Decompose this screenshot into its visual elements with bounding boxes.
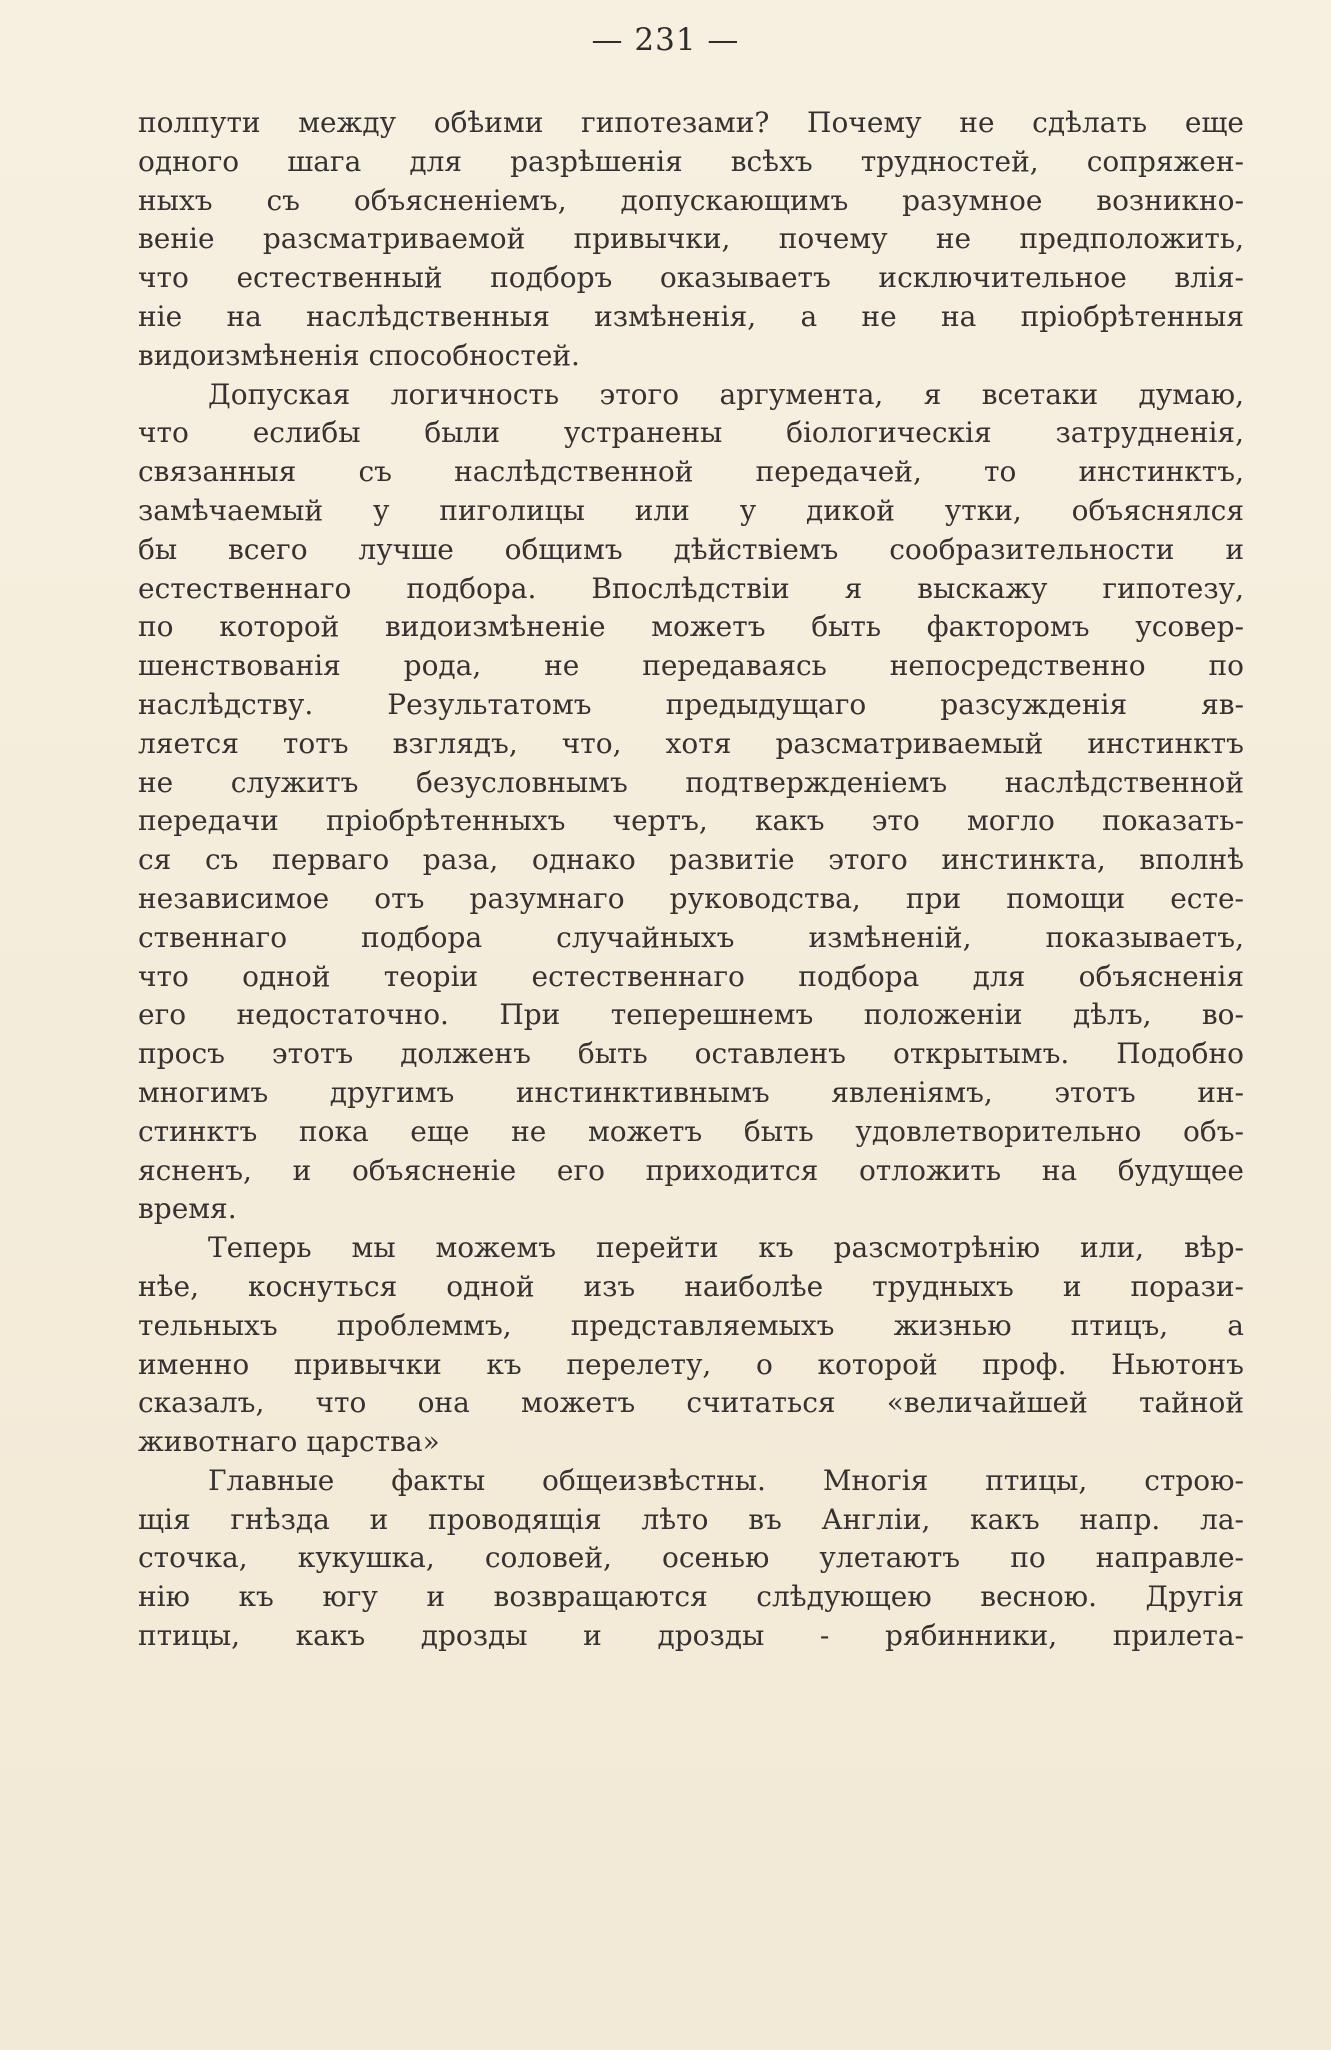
text-line: ныхъ съ объясненіемъ, допускающимъ разумное возникно- — [138, 183, 1244, 217]
text-line: полпути между обѣими гипотезами? Почему не сдѣлать еще — [138, 106, 1244, 139]
text-line: тельныхъ проблеммъ, представляемыхъ жизнью птицъ, а — [138, 1308, 1244, 1342]
text-line: просъ этотъ долженъ быть оставленъ открытымъ. Подобно — [138, 1037, 1244, 1071]
text-line: Теперь мы можемъ перейти къ разсмотрѣнію или, вѣр- — [208, 1231, 1244, 1265]
body-text — [138, 104, 1244, 1656]
text-line: ясненъ, и объясненіе его приходится отложить на будущее — [138, 1153, 1244, 1187]
text-line: сказалъ, что она можетъ считаться «величайшей тайной — [138, 1386, 1244, 1420]
page-number: — 231 — — [591, 22, 740, 58]
text-line: ственнаго подбора случайныхъ измѣненій, показываетъ, — [138, 920, 1244, 954]
text-line: ся съ перваго раза, однако развитіе этого инстинкта, вполнѣ — [138, 843, 1244, 877]
text-line: его недостаточно. При теперешнемъ положеніи дѣлъ, во- — [138, 998, 1244, 1032]
text-line: передачи пріобрѣтенныхъ чертъ, какъ это могло показать- — [138, 804, 1244, 838]
text-line: шенствованія рода, не передаваясь непосредственно по — [138, 649, 1244, 683]
text-line: бы всего лучше общимъ дѣйствіемъ сообразительности и — [138, 532, 1244, 566]
text-line: видоизмѣненія способностей. — [138, 338, 580, 372]
text-line: не служитъ безусловнымъ подтвержденіемъ наслѣдственной — [138, 765, 1244, 799]
text-line: по которой видоизмѣненіе можетъ быть факторомъ усовер- — [138, 610, 1244, 644]
text-line: одного шага для разрѣшенія всѣхъ трудностей, сопряжен- — [138, 144, 1244, 178]
text-line: стинктъ пока еще не можетъ быть удовлетворительно объ- — [138, 1114, 1244, 1148]
text-line: Допуская логичность этого аргумента, я всетаки думаю, — [208, 377, 1244, 411]
text-line: что еслибы были устранены біологическія затрудненія, — [138, 416, 1244, 450]
text-line: именно привычки къ перелету, о которой проф. Ньютонъ — [138, 1347, 1244, 1381]
text-line: связанныя съ наслѣдственной передачей, то инстинктъ, — [138, 455, 1244, 489]
text-line: время. — [138, 1192, 237, 1226]
text-line: независимое отъ разумнаго руководства, при помощи есте- — [138, 881, 1244, 915]
text-line: многимъ другимъ инстинктивнымъ явленіямъ, этотъ ин- — [138, 1075, 1244, 1109]
text-line: Главные факты общеизвѣстны. Многія птицы, строю- — [208, 1463, 1244, 1497]
text-line: веніе разсматриваемой привычки, почему не предположить, — [138, 222, 1244, 256]
text-line: что естественный подборъ оказываетъ исключительное влія- — [138, 261, 1244, 295]
text-line: что одной теоріи естественнаго подбора для объясненія — [138, 959, 1244, 993]
text-line: нію къ югу и возвращаются слѣдующею весною. Другія — [138, 1580, 1244, 1614]
text-line: наслѣдству. Результатомъ предыдущаго разсужденія яв- — [138, 687, 1244, 721]
text-line: сточка, кукушка, соловей, осенью улетаютъ по направле- — [138, 1541, 1244, 1575]
text-line: естественнаго подбора. Впослѣдствіи я выскажу гипотезу, — [138, 571, 1244, 605]
text-line: ляется тотъ взглядъ, что, хотя разсматриваемый инстинктъ — [138, 726, 1244, 760]
text-line: птицы, какъ дрозды и дрозды - рябинники, прилета- — [138, 1619, 1244, 1653]
text-line: щія гнѣзда и проводящія лѣто въ Англіи, какъ напр. ла- — [138, 1502, 1244, 1536]
text-line: замѣчаемый у пиголицы или у дикой утки, объяснялся — [138, 493, 1244, 527]
text-line: животнаго царства» — [138, 1425, 440, 1459]
text-line: ніе на наслѣдственныя измѣненія, а не на пріобрѣтенныя — [138, 299, 1244, 333]
text-line: нѣе, коснуться одной изъ наиболѣе трудныхъ и порази- — [138, 1269, 1244, 1303]
